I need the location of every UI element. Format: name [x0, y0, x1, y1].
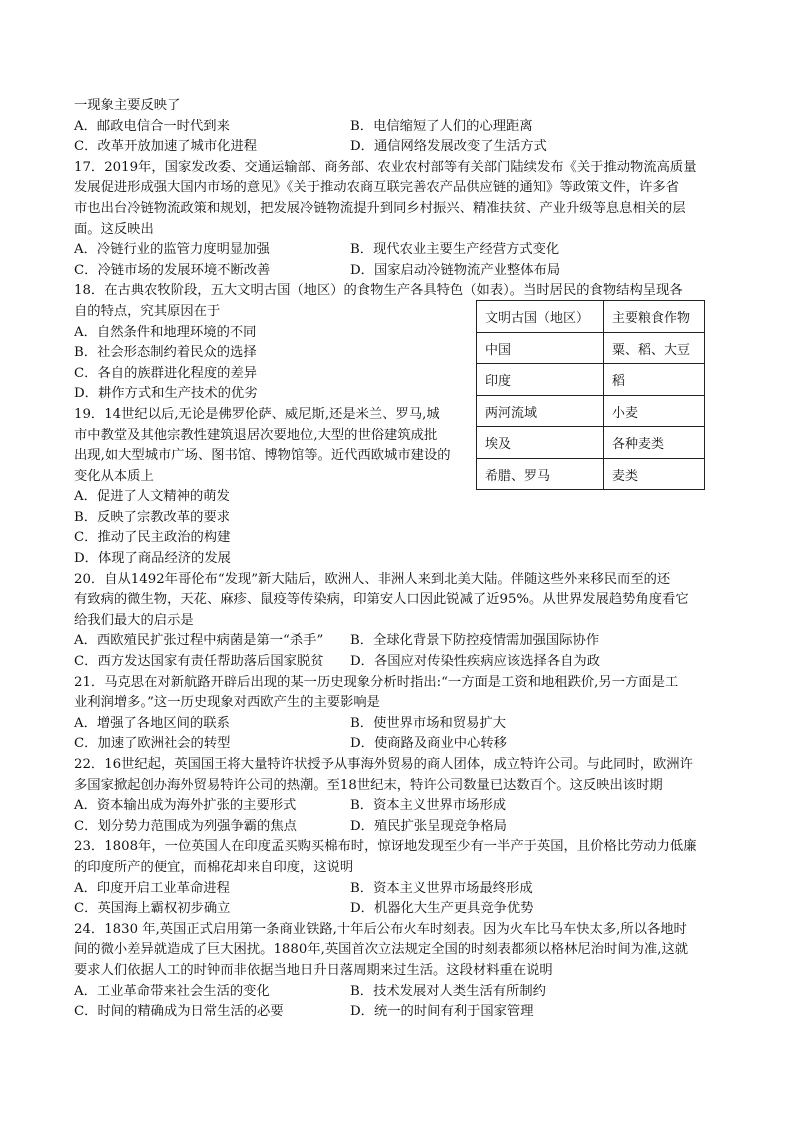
option-a[interactable]: A．增强了各地区间的联系: [74, 715, 230, 731]
options-row: [74, 117, 724, 138]
option-b[interactable]: B．反映了宗教改革的要求: [74, 509, 231, 525]
question-text-line: 间的微小差异就造成了巨大困扰。1880年,英国首次立法规定全国的时刻表都须以格林尼治时间为准,这就: [74, 942, 689, 958]
table-cell: 麦类: [604, 458, 705, 490]
table-row: [477, 458, 705, 490]
question-text-line: 21．马克思在对新航路开辟后出现的某一历史现象分析时指出:“一方面是工资和地租跌价,另一方面是工: [74, 674, 679, 690]
options-row: [74, 734, 724, 755]
option-a[interactable]: A．印度开启工业革命进程: [74, 880, 230, 896]
option-c[interactable]: C．英国海上霸权初步确立: [74, 901, 231, 917]
option-c[interactable]: C．西方发达国家有责任帮助落后国家脱贫: [74, 654, 324, 670]
question-text: 一现象主要反映了: [74, 98, 181, 113]
table-row: [477, 332, 705, 364]
option-c[interactable]: C．划分势力范围成为列强争霸的焦点: [74, 818, 297, 834]
option-b[interactable]: B．电信缩短了人们的心理距离: [350, 118, 533, 134]
options-row: [74, 652, 724, 673]
question-text-line: 23．1808年，一位英国人在印度孟买购买棉布时，惊讶地发现至少有一半产于英国，且价格比劳动力低廉: [74, 839, 697, 855]
option-d[interactable]: D．体现了商品经济的发展: [74, 551, 231, 567]
options-row: [74, 982, 724, 1003]
crop-table: [476, 300, 705, 490]
question-22: [74, 755, 724, 837]
table-row: [477, 364, 705, 396]
table-cell: 小麦: [604, 395, 705, 427]
question-20: [74, 570, 724, 673]
option-b[interactable]: B．全球化背景下防控疫情需加强国际协作: [350, 633, 600, 649]
table-cell: 中国: [477, 332, 604, 364]
options-row: [74, 631, 724, 652]
question-text-line: 20．自从1492年哥伦布“发现”新大陆后，欧洲人、非洲人来到北美大陆。伴随这些外来移民而至的还: [74, 571, 671, 587]
option-d[interactable]: D．统一的时间有利于国家管理: [350, 1004, 534, 1020]
table-header-cell: 文明古国（地区）: [477, 301, 604, 333]
table-cell: 两河流域: [477, 395, 604, 427]
question-17: [74, 158, 724, 282]
question-24: [74, 920, 724, 1023]
option-d[interactable]: D．国家启动冷链物流产业整体布局: [350, 262, 561, 278]
question-text-line: 19．14世纪以后,无论是佛罗伦萨、威尼斯,还是米兰、罗马,城: [74, 406, 440, 422]
question-21: [74, 673, 724, 755]
table-row: [477, 395, 705, 427]
table-cell: 印度: [477, 364, 604, 396]
question-text-line: 22．16世纪起，英国国王将大量特许状授予从事海外贸易的商人团体，成立特许公司。与此同时，欧洲许: [74, 757, 693, 772]
option-a[interactable]: A．工业革命带来社会生活的变化: [74, 983, 270, 999]
option-d[interactable]: D．通信网络发展改变了生活方式: [350, 139, 547, 155]
question-18: [74, 281, 724, 569]
options-row: [74, 1002, 724, 1023]
options-row: [74, 240, 724, 261]
exam-page: [74, 96, 724, 1023]
question-text-line: 市中教堂及其他宗教性建筑退居次要地位,大型的世俗建筑成批: [74, 427, 438, 443]
table-header-row: [477, 301, 705, 333]
question-text-line: 给我们最大的启示是: [74, 612, 194, 628]
option-d[interactable]: D．机器化大生产更具竞争优势: [350, 901, 534, 917]
options-row: [74, 817, 724, 838]
question-text-line: 18．在古典农牧阶段，五大文明古国（地区）的食物生产各具特色（如表）。当时居民的食物结构呈现各: [74, 283, 683, 299]
option-a[interactable]: A．资本输出成为海外扩张的主要形式: [74, 798, 297, 814]
option-b[interactable]: B．资本主义世界市场形成: [350, 798, 507, 814]
option-a[interactable]: A．西欧殖民扩张过程中病菌是第一“杀手”: [74, 633, 324, 649]
table-cell: 希腊、罗马: [477, 458, 604, 490]
options-row: [74, 714, 724, 735]
question-text-line: 出现,如大型城市广场、图书馆、博物馆等。近代西欧城市建设的: [74, 448, 451, 464]
option-b[interactable]: B．资本主义世界市场最终形成: [350, 880, 533, 896]
question-text-line: 17．2019年，国家发改委、交通运输部、商务部、农业农村部等有关部门陆续发布《关于推动物流高质量: [74, 159, 697, 175]
option-a[interactable]: A．冷链行业的监管力度明显加强: [74, 242, 270, 258]
question-text-line: 有致病的微生物，天花、麻疹、鼠疫等传染病，印第安人口因此锐减了近95%。从世界发展趋势角度看它: [74, 592, 689, 608]
table-cell: 埃及: [477, 427, 604, 459]
question-text-line: 要求人们依据人工的时钟而非依据当地日升日落周期来过生活。这段材料重在说明: [74, 962, 553, 978]
question-16: [74, 96, 724, 158]
options-row: [74, 899, 724, 920]
option-c[interactable]: C．推动了民主政治的构建: [74, 530, 231, 546]
option-b[interactable]: B．现代农业主要生产经营方式变化: [350, 242, 560, 258]
option-b[interactable]: B．使世界市场和贸易扩大: [350, 715, 507, 731]
question-text-line: 发展促进形成强大国内市场的意见》《关于推动农商互联完善农产品供应链的通知》等政策文件，许多省: [74, 180, 680, 196]
option-c[interactable]: C．时间的精确成为日常生活的必要: [74, 1004, 284, 1020]
table-row: [477, 427, 705, 459]
question-19: [74, 405, 466, 570]
option-d[interactable]: D．殖民扩张呈现竞争格局: [350, 818, 507, 834]
option-b[interactable]: B．社会形态制约着民众的选择: [74, 345, 257, 361]
option-c[interactable]: C．各自的族群进化程度的差异: [74, 365, 258, 381]
question-text-line: 的印度所产的便宜，而棉花却来自印度，这说明: [74, 859, 354, 875]
question-text-line: 市也出台冷链物流政策和规划，把发展冷链物流提升到同乡村振兴、精准扶贫、产业升级等息息相关的层: [74, 200, 686, 216]
table-cell: 稻: [604, 364, 705, 396]
table-cell: 各种麦类: [604, 427, 705, 459]
question-text-line: 业利润增多。”这一历史现象对西欧产生的主要影响是: [74, 695, 380, 711]
question-text-line: 多国家掀起创办海外贸易特许公司的热潮。至18世纪末，特许公司数量已达数百个。这反映出该时期: [74, 777, 663, 793]
option-a[interactable]: A．自然条件和地理环境的不同: [74, 324, 257, 340]
question-23: [74, 837, 724, 919]
option-d[interactable]: D．各国应对传染性疾病应该选择各自为政: [350, 654, 601, 670]
option-a[interactable]: A．邮政电信合一时代到来: [74, 118, 230, 134]
options-row: [74, 261, 724, 282]
option-c[interactable]: C．改革开放加速了城市化进程: [74, 139, 258, 155]
table-header-cell: 主要粮食作物: [604, 301, 705, 333]
question-text-line: 面。这反映出: [74, 221, 154, 237]
option-d[interactable]: D．耕作方式和生产技术的优劣: [74, 386, 258, 402]
option-d[interactable]: D．使商路及商业中心转移: [350, 736, 507, 752]
options-row: [74, 137, 724, 158]
options-row: [74, 879, 724, 900]
option-a[interactable]: A．促进了人文精神的萌发: [74, 489, 230, 505]
option-b[interactable]: B．技术发展对人类生活有所制约: [350, 983, 546, 999]
question-text-line: 变化从本质上: [74, 468, 154, 484]
question-text-line: 24．1830 年,英国正式启用第一条商业铁路,十年后公布火车时刻表。因为火车比马车快太多,所以各地时: [74, 921, 687, 937]
option-c[interactable]: C．加速了欧洲社会的转型: [74, 736, 231, 752]
table-cell: 粟、稻、大豆: [604, 332, 705, 364]
options-row: [74, 796, 724, 817]
option-c[interactable]: C．冷链市场的发展环境不断改善: [74, 262, 271, 278]
question-text-line: 自的特点，究其原因在于: [74, 303, 221, 319]
